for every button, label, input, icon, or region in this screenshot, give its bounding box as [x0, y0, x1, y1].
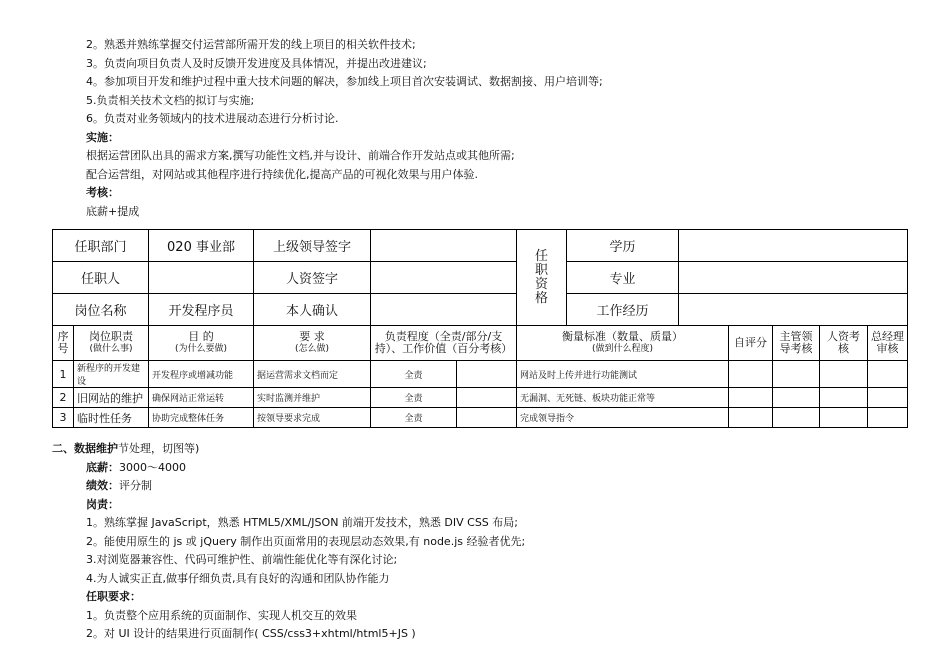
col-purpose: 目 的 (为什么要做) — [149, 326, 254, 361]
position-value: 开发程序员 — [149, 294, 254, 326]
leader-sign-label: 上级领导签字 — [254, 230, 371, 262]
col-responsibility: 负责程度（全责/部分/支持）、工作价值（百分考核） — [371, 326, 517, 361]
row-degree: 全责 — [371, 361, 457, 388]
major-cell — [679, 262, 908, 294]
row-seq: 2 — [53, 388, 74, 408]
qualification-label: 任 职 资 格 — [517, 230, 567, 326]
section-2 — [52, 440, 902, 644]
job-table — [52, 229, 908, 428]
col-hr-eval: 人资考核 — [820, 326, 868, 361]
text-line: 底薪+提成 — [86, 204, 140, 218]
text-line: 配合运营组，对网站或其他程序进行持续优化,提高产品的可视化效果与用户体验. — [86, 167, 478, 181]
req-item: 2。对 UI 设计的结果进行页面制作( CSS/css3+xhtml/html5+JS ) — [86, 627, 416, 640]
row-duty: 旧网站的维护 — [74, 388, 149, 408]
impl-title: 实施： — [86, 130, 119, 144]
section-2-title: 二、数据维护节处理，切图等) — [52, 442, 200, 455]
row-degree: 全责 — [371, 388, 457, 408]
col-require: 要 求 (怎么做) — [254, 326, 371, 361]
row-standard: 网站及时上传并进行功能测试 — [517, 361, 729, 388]
row-duty: 新程序的开发建设 — [74, 361, 149, 388]
text-line: 2。熟悉并熟练掌握交付运营部所需开发的线上项目的相关软件技术; — [86, 38, 416, 51]
col-standard: 衡量标准（数量、质量） (做到什么程度) — [517, 326, 729, 361]
duty-label: 岗责： — [86, 497, 119, 511]
dept-label: 任职部门 — [53, 230, 149, 262]
req-label: 任职要求： — [86, 590, 141, 603]
experience-label: 工作经历 — [567, 294, 679, 326]
table-row — [53, 388, 908, 408]
row-require: 按领导要求完成 — [254, 408, 371, 428]
leader-sign-cell — [371, 230, 517, 262]
row-value — [457, 388, 517, 408]
major-label: 专业 — [567, 262, 679, 294]
row-standard: 完成领导指令 — [517, 408, 729, 428]
col-duty: 岗位职责 (做什么事) — [74, 326, 149, 361]
duty-item: 3.对浏览器兼容性、代码可维护性、前端性能优化等有深化讨论; — [86, 553, 398, 566]
education-cell — [679, 230, 908, 262]
dept-value: 020 事业部 — [149, 230, 254, 262]
person-cell — [149, 262, 254, 294]
position-label: 岗位名称 — [53, 294, 149, 326]
row-seq: 1 — [53, 361, 74, 388]
row-purpose: 协助完成整体任务 — [149, 408, 254, 428]
req-item: 1。负责整个应用系统的页面制作、实现人机交互的效果 — [86, 608, 357, 622]
row-value — [457, 361, 517, 388]
experience-cell — [679, 294, 908, 326]
hr-sign-cell — [371, 262, 517, 294]
self-confirm-label: 本人确认 — [254, 294, 371, 326]
duty-item: 1。熟练掌握 JavaScript，熟悉 HTML5/XML/JSON 前端开发技术，熟悉 DIV CSS 布局; — [86, 516, 518, 529]
exam-title: 考核： — [86, 186, 119, 199]
row-purpose: 开发程序或增减功能 — [149, 361, 254, 388]
duty-item: 4.为人诚实正直,做事仔细负责,具有良好的沟通和团队协作能力 — [86, 571, 390, 585]
self-confirm-cell — [371, 294, 517, 326]
education-label: 学历 — [567, 230, 679, 262]
col-gm-eval: 总经理审核 — [868, 326, 908, 361]
row-degree: 全责 — [371, 408, 457, 428]
text-line: 5.负责相关技术文档的拟订与实施; — [86, 93, 255, 107]
row-value — [457, 408, 517, 428]
row-duty: 临时性任务 — [74, 408, 149, 428]
perf-line: 绩效：评分制 — [86, 479, 152, 492]
salary-line: 底薪：3000～4000 — [86, 460, 186, 474]
table-row — [53, 408, 908, 428]
row-require: 据运营需求文档而定 — [254, 361, 371, 388]
duty-item: 2。能使用原生的 js 或 jQuery 制作出页面常用的表现层动态效果,有 node.js 经验者优先; — [86, 534, 526, 548]
text-line: 根据运营团队出具的需求方案,撰写功能性文档,并与设计、前端合作开发站点或其他所需; — [86, 149, 515, 162]
row-standard: 无漏洞、无死链、板块功能正常等 — [517, 388, 729, 408]
col-manager-eval: 主管领导考核 — [773, 326, 820, 361]
text-line: 6。负责对业务领域内的技术进展动态进行分析讨论. — [86, 112, 339, 125]
col-seq: 序号 — [53, 326, 74, 361]
row-require: 实时监测并维护 — [254, 388, 371, 408]
row-seq: 3 — [53, 408, 74, 428]
text-line: 4。参加项目开发和维护过程中重大技术问题的解决，参加线上项目首次安装调试、数据割接、用户培训等; — [86, 75, 603, 88]
table-row — [53, 361, 908, 388]
top-text-block — [86, 36, 886, 221]
person-label: 任职人 — [53, 262, 149, 294]
text-line: 3。负责向项目负责人及时反馈开发进度及具体情况，并提出改进建议; — [86, 56, 427, 70]
col-self-eval: 自评分 — [729, 326, 773, 361]
row-purpose: 确保网站正常运转 — [149, 388, 254, 408]
hr-sign-label: 人资签字 — [254, 262, 371, 294]
